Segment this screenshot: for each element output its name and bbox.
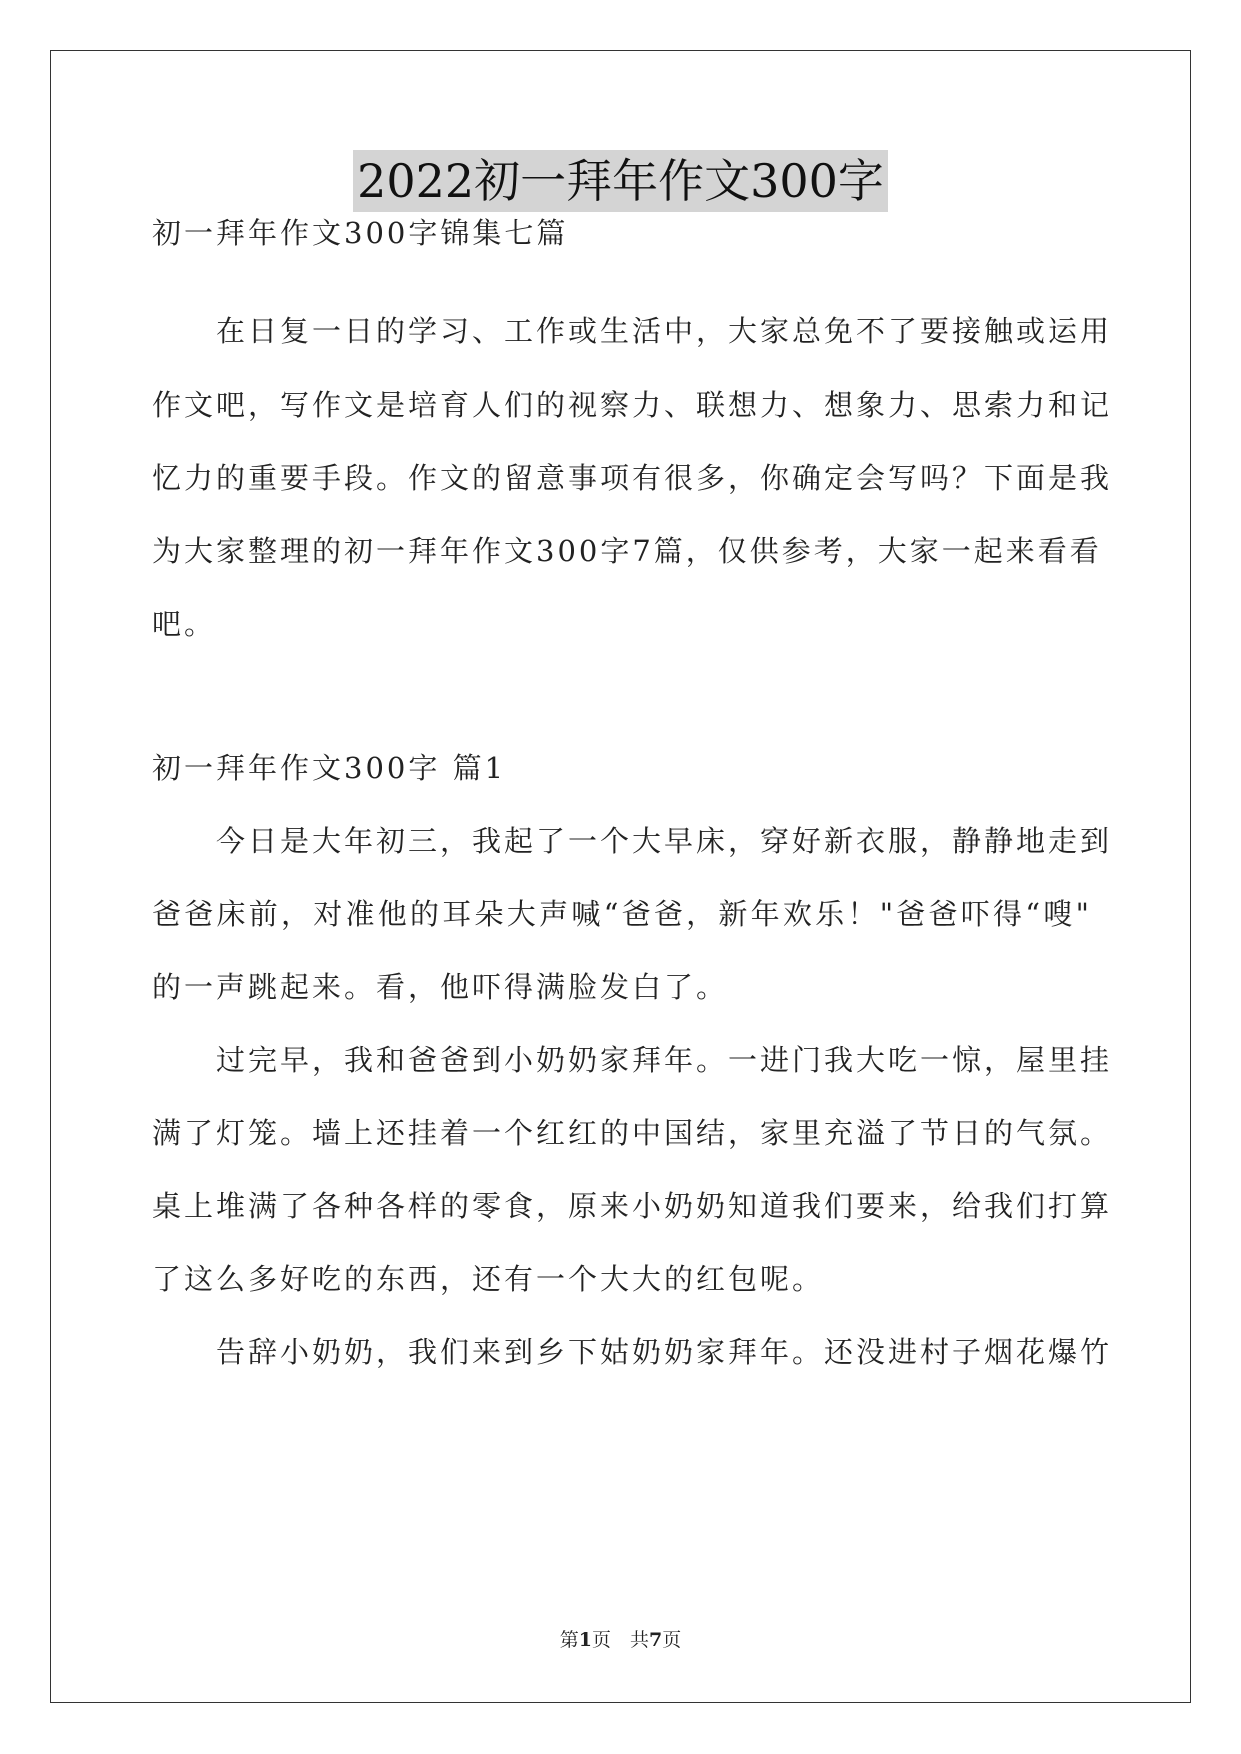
- document-title: 2022初一拜年作文300字: [353, 150, 888, 212]
- intro-line: 忆力的重要手段。作文的留意事项有很多，你确定会写吗？下面是我: [152, 461, 1113, 495]
- footer-suffix: 页: [662, 1629, 682, 1651]
- paragraph-line: 了这么多好吃的东西，还有一个大大的红包呢。: [152, 1262, 825, 1296]
- subtitle: 初一拜年作文300字锦集七篇: [152, 216, 569, 250]
- footer-page-number: 1: [578, 1629, 592, 1651]
- intro-line: 在日复一日的学习、工作或生活中，大家总免不了要接触或运用: [216, 314, 1113, 348]
- title-container: [0, 150, 1241, 212]
- paragraph-line: 满了灯笼。墙上还挂着一个红红的中国结，家里充溢了节日的气氛。: [152, 1116, 1113, 1150]
- page-footer: [0, 1628, 1241, 1652]
- footer-middle: 页 共: [591, 1629, 649, 1651]
- paragraph-line: 今日是大年初三，我起了一个大早床，穿好新衣服，静静地走到: [216, 824, 1113, 858]
- intro-line: 吧。: [152, 607, 217, 641]
- paragraph-line: 告辞小奶奶，我们来到乡下姑奶奶家拜年。还没进村子烟花爆竹: [216, 1335, 1113, 1369]
- footer-total-pages: 7: [649, 1629, 663, 1651]
- footer-prefix: 第: [559, 1629, 579, 1651]
- paragraph-line: 过完早，我和爸爸到小奶奶家拜年。一进门我大吃一惊，屋里挂: [216, 1043, 1113, 1077]
- paragraph-line: 的一声跳起来。看，他吓得满脸发白了。: [152, 970, 729, 1004]
- page-border: [50, 50, 1191, 1703]
- intro-line: 为大家整理的初一拜年作文300字7篇，仅供参考，大家一起来看看: [152, 534, 1102, 568]
- intro-line: 作文吧，写作文是培育人们的视察力、联想力、想象力、思索力和记: [152, 388, 1113, 422]
- section-heading: 初一拜年作文300字 篇1: [152, 751, 507, 785]
- paragraph-line: 桌上堆满了各种各样的零食，原来小奶奶知道我们要来，给我们打算: [152, 1189, 1113, 1223]
- paragraph-line: 爸爸床前，对准他的耳朵大声喊“爸爸，新年欢乐！"爸爸吓得“嗖": [152, 897, 1092, 931]
